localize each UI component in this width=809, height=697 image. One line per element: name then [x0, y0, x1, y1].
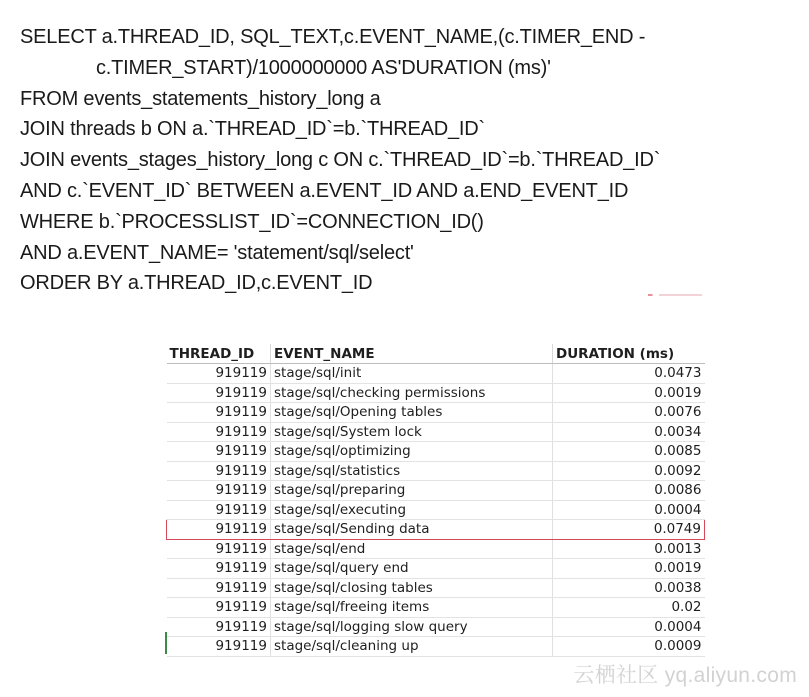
sql-line: JOIN threads b ON a.`THREAD_ID`=b.`THREAD_ID` — [20, 118, 485, 141]
cell-thread-id: 919119 — [167, 403, 271, 423]
cell-event-name: stage/sql/cleaning up — [271, 637, 553, 657]
red-underline-mark — [648, 294, 702, 296]
cell-event-name: stage/sql/closing tables — [271, 578, 553, 598]
cell-duration: 0.0086 — [553, 481, 705, 501]
cell-event-name: stage/sql/Opening tables — [271, 403, 553, 423]
cell-event-name: stage/sql/end — [271, 539, 553, 559]
cursor-mark — [165, 632, 167, 654]
cell-event-name: stage/sql/statistics — [271, 461, 553, 481]
result-table — [166, 344, 705, 657]
cell-thread-id: 919119 — [167, 364, 271, 384]
watermark: 云栖社区 yq.aliyun.com — [573, 664, 797, 687]
table-row — [167, 559, 705, 579]
cell-thread-id: 919119 — [167, 461, 271, 481]
sql-line: SELECT a.THREAD_ID, SQL_TEXT,c.EVENT_NAME,(c.TIMER_END - — [20, 26, 646, 48]
cell-event-name: stage/sql/System lock — [271, 422, 553, 442]
cell-thread-id: 919119 — [167, 559, 271, 579]
sql-line: FROM events_statements_history_long a — [20, 87, 381, 110]
table-row — [167, 520, 705, 540]
cell-duration: 0.0019 — [553, 383, 705, 403]
table-body — [167, 364, 705, 657]
table-row — [167, 598, 705, 618]
cell-duration: 0.0009 — [553, 637, 705, 657]
cell-thread-id: 919119 — [167, 500, 271, 520]
cell-duration: 0.0749 — [553, 520, 705, 540]
sql-query — [20, 22, 660, 299]
cell-thread-id: 919119 — [167, 383, 271, 403]
cell-thread-id: 919119 — [167, 422, 271, 442]
cell-thread-id: 919119 — [167, 637, 271, 657]
table-row — [167, 481, 705, 501]
cell-thread-id: 919119 — [167, 539, 271, 559]
cell-thread-id: 919119 — [167, 442, 271, 462]
cell-duration: 0.0473 — [553, 364, 705, 384]
cell-duration: 0.0004 — [553, 500, 705, 520]
table-row — [167, 461, 705, 481]
cell-duration: 0.0034 — [553, 422, 705, 442]
cell-duration: 0.0013 — [553, 539, 705, 559]
cell-duration: 0.0019 — [553, 559, 705, 579]
cell-event-name: stage/sql/preparing — [271, 481, 553, 501]
sql-line: JOIN events_stages_history_long c ON c.`THREAD_ID`=b.`THREAD_ID` — [20, 149, 661, 172]
table-row — [167, 617, 705, 637]
cell-event-name: stage/sql/init — [271, 364, 553, 384]
cell-duration: 0.0085 — [553, 442, 705, 462]
table-row — [167, 578, 705, 598]
table-row — [167, 539, 705, 559]
table-row — [167, 383, 705, 403]
sql-line: WHERE b.`PROCESSLIST_ID`=CONNECTION_ID() — [20, 210, 484, 233]
cell-thread-id: 919119 — [167, 481, 271, 501]
table-row — [167, 637, 705, 657]
sql-line: AND c.`EVENT_ID` BETWEEN a.EVENT_ID AND a.END_EVENT_ID — [20, 179, 629, 202]
column-header-event-name: EVENT_NAME — [271, 344, 553, 364]
table-row — [167, 500, 705, 520]
table-header-row — [167, 344, 705, 364]
cell-duration: 0.02 — [553, 598, 705, 618]
cell-event-name: stage/sql/checking permissions — [271, 383, 553, 403]
cell-duration: 0.0076 — [553, 403, 705, 423]
cell-thread-id: 919119 — [167, 578, 271, 598]
cell-event-name: stage/sql/executing — [271, 500, 553, 520]
column-header-duration: DURATION (ms) — [553, 344, 705, 364]
cell-event-name: stage/sql/logging slow query — [271, 617, 553, 637]
cell-event-name: stage/sql/freeing items — [271, 598, 553, 618]
cell-event-name: stage/sql/Sending data — [271, 520, 553, 540]
cell-duration: 0.0004 — [553, 617, 705, 637]
cell-event-name: stage/sql/optimizing — [271, 442, 553, 462]
cell-duration: 0.0038 — [553, 578, 705, 598]
cell-event-name: stage/sql/query end — [271, 559, 553, 579]
column-header-thread-id: THREAD_ID — [167, 344, 271, 364]
table-row — [167, 364, 705, 384]
result-table-container — [166, 344, 705, 657]
sql-line: c.TIMER_START)/1000000000 AS'DURATION (ms)' — [96, 56, 551, 79]
cell-thread-id: 919119 — [167, 598, 271, 618]
table-row — [167, 442, 705, 462]
cell-thread-id: 919119 — [167, 520, 271, 540]
cell-duration: 0.0092 — [553, 461, 705, 481]
sql-line: ORDER BY a.THREAD_ID,c.EVENT_ID — [20, 272, 373, 295]
sql-line: AND a.EVENT_NAME= 'statement/sql/select' — [20, 241, 414, 264]
cell-thread-id: 919119 — [167, 617, 271, 637]
table-row — [167, 422, 705, 442]
table-row — [167, 403, 705, 423]
